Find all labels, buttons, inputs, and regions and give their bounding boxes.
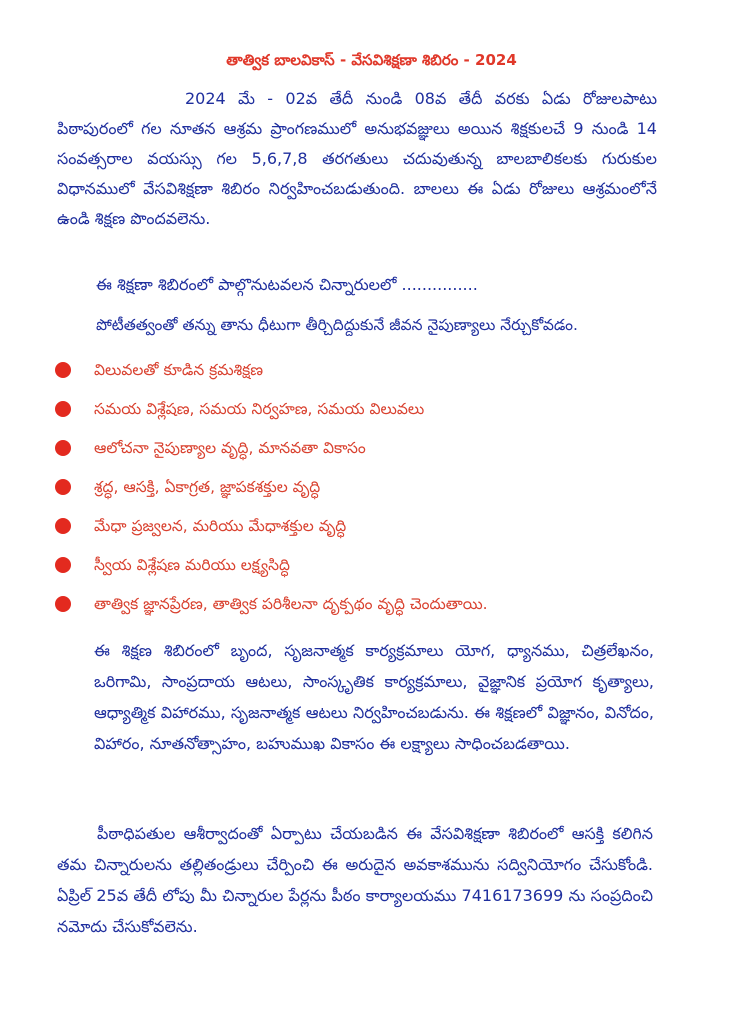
list-item (55, 428, 655, 467)
bullet-dot-icon (55, 362, 71, 378)
list-item (55, 350, 655, 389)
list-item (55, 584, 655, 623)
bullet-dot-icon (55, 518, 71, 534)
bullet-dot-icon (55, 557, 71, 573)
list-item (55, 506, 655, 545)
intro-paragraph: 2024 మే - 02వ తేదీ నుండి 08వ తేదీ వరకు ఏడు రోజులపాటు పిఠాపురంలో గల నూతన ఆశ్రమ ప్రాంగణములో అనుభవజ్ఞులు అయిన శిక్షకులచే 9 నుండి 14 సంవత్సరాల వయస్సు గల 5,6,7,8 తరగతులు చదువుతున్న బాలబాలికలకు గురుకుల విధానములో వేసవిశిక్షణా శిబిరం నిర్వహించబడుతుంది. బాలలు ఈ ఏడు రోజులు ఆశ్రమంలోనే ఉండి శిక్షణ పొందవలెను. (57, 89, 657, 228)
list-item-text: శ్రద్ధ, ఆసక్తి, ఏకాగ్రత, జ్ఞాపకశక్తుల వృద్ధి (94, 477, 321, 496)
list-item (55, 467, 655, 506)
list-item-text: విలువలతో కూడిన క్రమశిక్షణ (94, 360, 264, 379)
list-item-text: తాత్విక జ్ఞానప్రేరణ, తాత్విక పరిశీలనా దృక్పథం వృద్ధి చెందుతాయి. (94, 594, 488, 613)
bullet-dot-icon (55, 596, 71, 612)
life-skills-line: పోటీతత్వంతో తన్ను తాను ధీటుగా తీర్చిదిద్దుకునే జీవన నైపుణ్యాలు నేర్చుకోవడం. (96, 316, 578, 334)
list-item-text: మేధా ప్రజ్వలన, మరియు మేధాశక్తుల వృద్ధి (94, 516, 347, 535)
bullet-dot-icon (55, 440, 71, 456)
bullet-dot-icon (55, 479, 71, 495)
benefits-list (55, 350, 655, 623)
registration-paragraph: పీఠాధిపతుల ఆశీర్వాదంతో ఏర్పాటు చేయబడిన ఈ వేసవిశిక్షణా శిబిరంలో ఆసక్తి కలిగిన తమ చిన్నారులను తల్లితండ్రులు చేర్పించి ఈ అరుదైన అవకాశమును సద్వినియోగం చేసుకోండి. ఏప్రిల్ 25వ తేదీ లోపు మీ చిన్నారుల పేర్లను పీఠం కార్యాలయము 7416173699 ను సంప్రదించి నమోదు చేసుకోవలెను. (57, 824, 653, 936)
list-item (55, 389, 655, 428)
list-item-text: స్వీయ విశ్లేషణ మరియు లక్ష్యసిద్ధి (94, 555, 290, 574)
benefits-intro: ఈ శిక్షణా శిబిరంలో పాల్గొనుటవలన చిన్నారులలో ............... (96, 275, 478, 294)
list-item (55, 545, 655, 584)
list-item-text: ఆలోచనా నైపుణ్యాల వృద్ధి, మానవతా వికాసం (94, 438, 366, 457)
document-title: తాత్విక బాలవికాస్ - వేసవిశిక్షణా శిబిరం - 2024 (226, 51, 517, 69)
list-item-text: సమయ విశ్లేషణ, సమయ నిర్వహణ, సమయ విలువలు (94, 399, 425, 418)
activities-paragraph: ఈ శిక్షణ శిబిరంలో బృంద, సృజనాత్మక కార్యక్రమాలు యోగ, ధ్యానము, చిత్రలేఖనం, ఒరిగామి, సాంప్రదాయ ఆటలు, సాంస్కృతిక కార్యక్రమాలు, వైజ్ఞానిక ప్రయోగ కృత్యాలు, ఆధ్యాత్మిక విహారము, సృజనాత్మక ఆటలు నిర్వహించబడును. ఈ శిక్షణలో విజ్ఞానం, వినోదం, విహారం, నూతనోత్సాహం, బహుముఖ వికాసం ఈ లక్ష్యాలు సాధించబడతాయి. (94, 641, 654, 753)
bullet-dot-icon (55, 401, 71, 417)
